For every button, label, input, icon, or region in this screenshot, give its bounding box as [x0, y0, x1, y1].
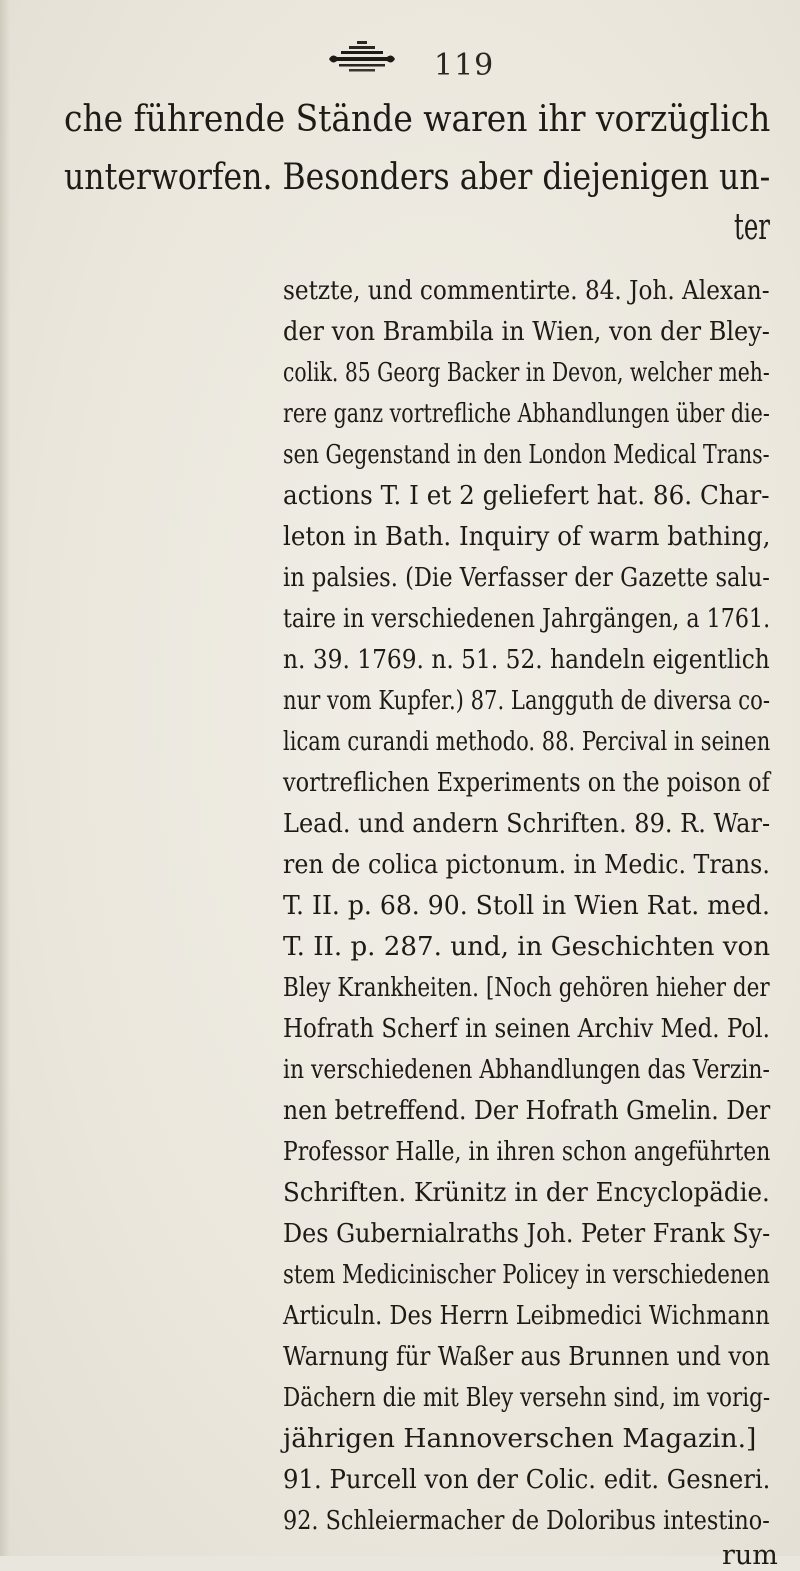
text-line: taire in verschiedenen Jahrgängen, a 1761.	[283, 603, 771, 634]
text-line: der von Brambila in Wien, von der Bley-	[283, 316, 770, 347]
text-line: Dächern die mit Bley versehn sind, im vorig-	[283, 1382, 771, 1413]
printer-ornament-icon	[327, 40, 397, 74]
text-line: leton in Bath. Inquiry of warm bathing,	[283, 521, 771, 552]
text-line: in verschiedenen Abhandlungen das Verzin-	[283, 1054, 770, 1085]
text-line: Schriften. Krünitz in der Encyclopädie.	[283, 1177, 770, 1208]
text-line: Warnung für Waßer aus Brunnen und von	[283, 1341, 771, 1372]
page-number: 119	[434, 48, 495, 83]
text-line: 91. Purcell von der Colic. edit. Gesneri.	[283, 1464, 771, 1495]
heading-line-3: ter	[734, 207, 770, 248]
text-line: actions T. I et 2 geliefert hat. 86. Char-	[283, 480, 770, 511]
text-line: licam curandi methodo. 88. Percival in seinen	[283, 726, 771, 757]
text-line: Lead. und andern Schriften. 89. R. War-	[283, 808, 771, 839]
text-line: nen betreffend. Der Hofrath Gmelin. Der	[283, 1095, 771, 1126]
text-line: Professor Halle, in ihren schon angeführten	[283, 1136, 771, 1167]
text-line: 92. Schleiermacher de Doloribus intestino-	[283, 1505, 770, 1536]
text-line: nur vom Kupfer.) 87. Langguth de diversa co-	[283, 685, 770, 716]
text-line: stem Medicinischer Policey in verschiedenen	[283, 1259, 770, 1290]
text-line: in palsies. (Die Verfasser der Gazette salu-	[283, 562, 770, 593]
text-line: ren de colica pictonum. in Medic. Trans.	[283, 849, 770, 880]
text-line: T. II. p. 68. 90. Stoll in Wien Rat. med.	[283, 890, 770, 921]
text-line: Hofrath Scherf in seinen Archiv Med. Pol.	[283, 1013, 770, 1044]
text-line: vortreflichen Experiments on the poison of	[283, 767, 770, 798]
heading-line-1: che führende Stände waren ihr vorzüglich	[64, 99, 771, 140]
page-gutter-shadow	[0, 0, 10, 1556]
text-line: n. 39. 1769. n. 51. 52. handeln eigentlich	[283, 644, 770, 675]
text-line: Des Gubernialraths Joh. Peter Frank Sy-	[283, 1218, 771, 1249]
catchword: rum	[722, 1540, 778, 1571]
text-line: T. II. p. 287. und, in Geschichten von	[283, 931, 771, 962]
text-line: Articuln. Des Herrn Leibmedici Wichmann	[283, 1300, 770, 1331]
text-line: jährigen Hannoverschen Magazin.]	[283, 1423, 757, 1454]
text-line: Bley Krankheiten. [Noch gehören hieher der	[283, 972, 770, 1003]
text-line: rere ganz vortrefliche Abhandlungen über die-	[283, 398, 770, 429]
heading-line-2: unterworfen. Besonders aber diejenigen un-	[64, 157, 771, 198]
text-line: setzte, und commentirte. 84. Joh. Alexan-	[283, 275, 770, 306]
text-line: colik. 85 Georg Backer in Devon, welcher meh-	[283, 357, 770, 388]
text-line: sen Gegenstand in den London Medical Trans-	[283, 439, 770, 470]
